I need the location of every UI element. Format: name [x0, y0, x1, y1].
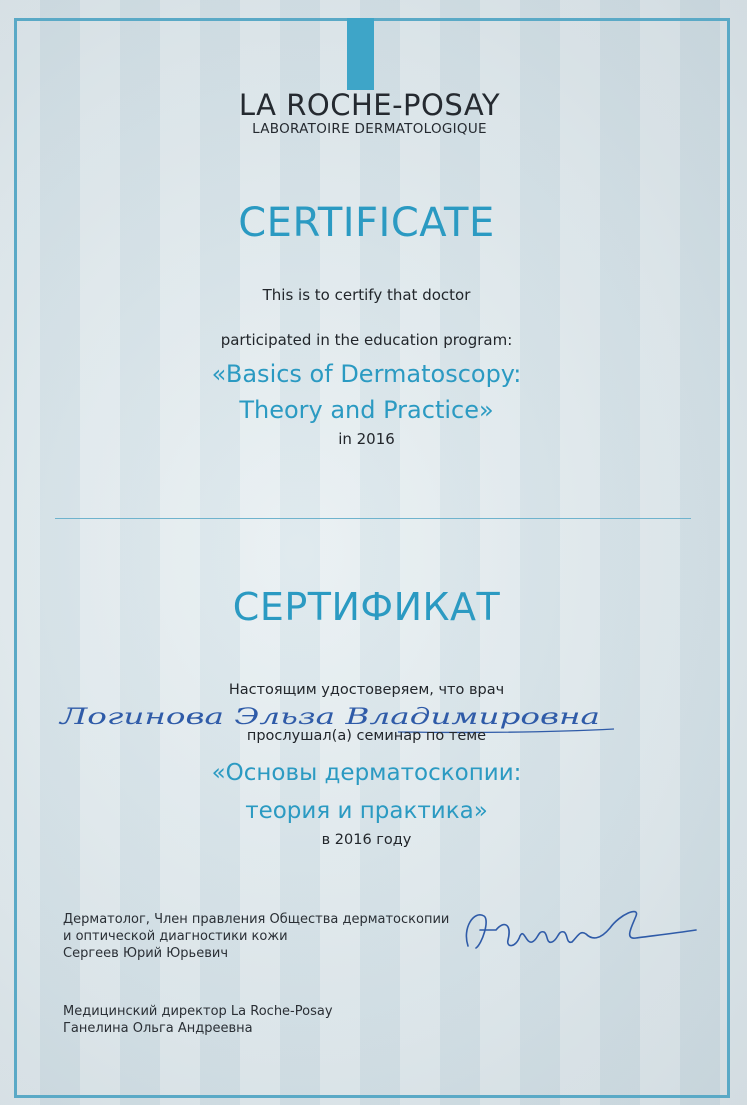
signatory-1-name: Сергеев Юрий Юрьевич [63, 946, 229, 961]
certify-line-en: This is to certify that doctor [262, 286, 471, 304]
year-line-en: in 2016 [338, 430, 395, 448]
section-divider [55, 518, 691, 519]
brand-logo: LA ROCHE-POSAY [238, 88, 501, 122]
certify-line-ru: Настоящим удостоверяем, что врач [228, 682, 505, 698]
handwritten-signature [460, 900, 710, 960]
certificate-title-en: CERTIFICATE [238, 200, 495, 246]
signatory-2-title: Медицинский директор La Roche-Posay [63, 1004, 333, 1019]
brand-subtitle: LABORATOIRE DERMATOLOGIQUE [252, 121, 487, 137]
signatory-2 [63, 1003, 333, 1037]
year-line-ru: в 2016 году [321, 832, 412, 848]
program-title-ru-line2: теория и практика» [245, 798, 488, 824]
signature-stroke [466, 912, 696, 948]
signatory-1-title-cont: и оптической диагностики кожи [63, 929, 288, 944]
attended-line-ru: прослушал(а) семинар по теме [246, 728, 487, 744]
certificate-title-ru: СЕРТИФИКАТ [232, 585, 501, 629]
program-title-ru-line1: «Основы дерматоскопии: [211, 760, 522, 786]
program-title-en-line1: «Basics of Dermatoscopy: [211, 360, 522, 388]
program-title-en-line2: Theory and Practice» [239, 396, 494, 424]
participated-line-en: participated in the education program: [220, 331, 513, 349]
signatory-1-title: Дерматолог, Член правления Общества дерматоскопии [63, 912, 450, 927]
doctor-name-text: Логинова Эльза Владимировна [58, 705, 601, 730]
signatory-1 [63, 911, 449, 962]
signatory-2-name: Ганелина Ольга Андреевна [63, 1021, 253, 1036]
decorative-tab [347, 18, 374, 90]
